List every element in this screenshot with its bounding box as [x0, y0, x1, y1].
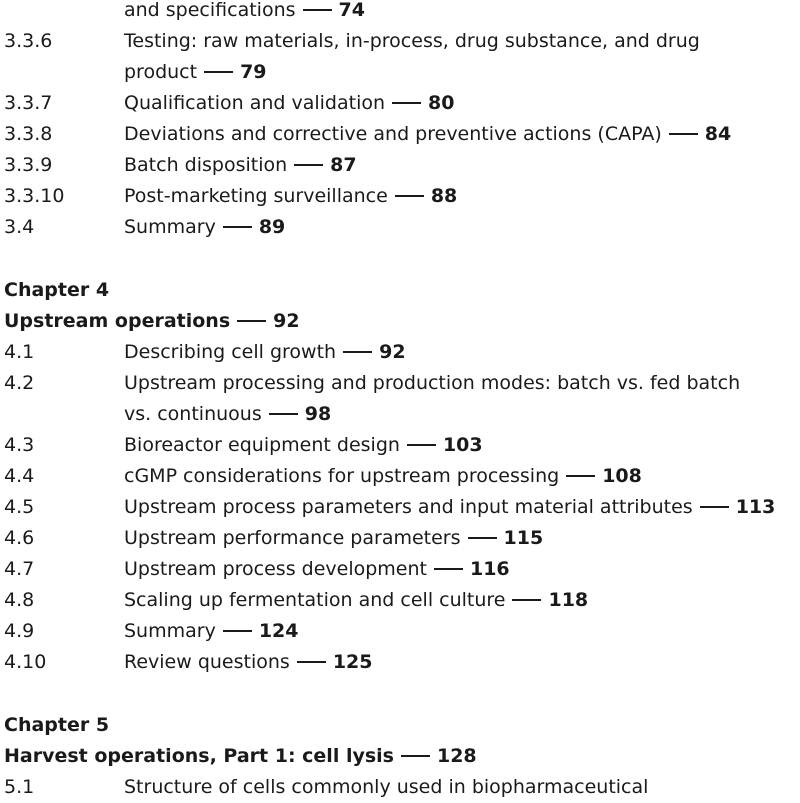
section-title: [124, 119, 800, 150]
chapter-title: [4, 306, 800, 337]
leader-dash: [395, 195, 424, 197]
toc-entry: [4, 585, 800, 616]
section-title-text: Summary: [124, 216, 216, 238]
leader-dash: [512, 599, 541, 601]
section-number: 3.3.7: [4, 92, 53, 114]
section-title: [124, 647, 800, 678]
toc-entry: [4, 26, 800, 88]
section-number: 4.4: [4, 465, 35, 487]
table-of-contents: [4, 0, 800, 803]
page-number: 115: [503, 527, 544, 549]
page-number: 89: [258, 216, 286, 238]
section-title-text: Upstream processing and production modes: batch vs. fed batch: [124, 372, 741, 394]
section-title: [124, 212, 800, 243]
section-title-text: Summary: [124, 620, 216, 642]
section-title: [124, 337, 800, 368]
leader-dash: [223, 226, 252, 228]
page-number: 84: [704, 123, 732, 145]
section-title-continued: vs. continuous: [124, 403, 262, 425]
section-title-text: Qualification and validation: [124, 92, 386, 114]
toc-entry: [4, 616, 800, 647]
toc-entry: [4, 337, 800, 368]
toc-entry: [4, 430, 800, 461]
page-number: 87: [330, 154, 357, 176]
leader-dash: [700, 506, 729, 508]
leader-dash: [303, 9, 332, 11]
toc-entry: [4, 492, 800, 523]
leader-dash: [468, 537, 497, 539]
toc-entry: [4, 119, 800, 150]
section-title: [124, 430, 800, 461]
section-title-continued: product: [124, 61, 198, 83]
section-title-text: Scaling up fermentation and cell culture: [124, 589, 506, 611]
section-title: [124, 88, 800, 119]
section-number: 4.6: [4, 527, 35, 549]
section-title-text: and specifications: [124, 0, 296, 21]
chapter-label: Chapter 5: [4, 714, 110, 736]
section-title: [124, 26, 800, 88]
section-title-text: Structure of cells commonly used in biopharmaceutical: [124, 776, 649, 798]
toc-entry: [4, 554, 800, 585]
section-title: [124, 616, 800, 647]
section-title-text: cGMP considerations for upstream processing: [124, 465, 560, 487]
section-title-text: Testing: raw materials, in-process, drug substance, and drug: [124, 30, 700, 52]
page-number: 92: [273, 310, 300, 332]
chapter-title: [4, 741, 800, 772]
section-number: 4.1: [4, 341, 35, 363]
section-title: [124, 368, 800, 430]
leader-dash: [401, 755, 430, 757]
page-number: 103: [442, 434, 483, 456]
section-title-text: Upstream process development: [124, 558, 427, 580]
page-number: 92: [379, 341, 406, 363]
leader-dash: [392, 102, 421, 104]
leader-dash: [294, 164, 323, 166]
section-title: [124, 772, 800, 803]
section-title: [124, 461, 800, 492]
section-title-text: Batch disposition: [124, 154, 288, 176]
leader-dash: [343, 351, 372, 353]
toc-entry: [4, 0, 800, 26]
section-number: 5.1: [4, 776, 35, 798]
page-number: 124: [258, 620, 299, 642]
section-title-text: Upstream performance parameters: [124, 527, 461, 549]
page-number: 80: [428, 92, 455, 114]
section-title: [124, 523, 800, 554]
section-title-text: Describing cell growth: [124, 341, 337, 363]
toc-entry: [4, 88, 800, 119]
section-title-text: Post-marketing surveillance: [124, 185, 388, 207]
section-title-text: Deviations and corrective and preventive actions (CAPA): [124, 123, 662, 145]
leader-dash: [223, 630, 252, 632]
leader-dash: [669, 133, 698, 135]
chapter-label: Chapter 4: [4, 279, 110, 301]
section-number: 4.10: [4, 651, 47, 673]
leader-dash: [297, 661, 326, 663]
page-number: 116: [469, 558, 510, 580]
page-number: 79: [240, 61, 267, 83]
leader-dash: [237, 320, 266, 322]
leader-dash: [566, 475, 595, 477]
leader-dash: [269, 413, 298, 415]
leader-dash: [434, 568, 463, 570]
section-number: 3.3.10: [4, 185, 65, 207]
chapter-title-text: Upstream operations: [4, 310, 231, 332]
page-number: 74: [338, 0, 365, 21]
leader-dash: [204, 71, 233, 73]
toc-entry: [4, 368, 800, 430]
page-number: 118: [548, 589, 589, 611]
section-number: 4.2: [4, 372, 35, 394]
section-number: 3.3.6: [4, 30, 53, 52]
section-number: 4.3: [4, 434, 35, 456]
toc-entry: [4, 212, 800, 243]
section-title: [124, 0, 800, 26]
section-number: 3.3.8: [4, 123, 53, 145]
section-title: [124, 492, 800, 523]
section-number: 4.8: [4, 589, 35, 611]
leader-dash: [407, 444, 436, 446]
section-title-text: Bioreactor equipment design: [124, 434, 400, 456]
toc-entry: [4, 150, 800, 181]
section-number: 4.9: [4, 620, 35, 642]
toc-entry: [4, 181, 800, 212]
section-title-text: Review questions: [124, 651, 290, 673]
page-number: 88: [430, 185, 458, 207]
section-title: [124, 150, 800, 181]
section-title-text: Upstream process parameters and input material attributes: [124, 496, 693, 518]
page-number: 108: [602, 465, 642, 487]
page-number: 113: [735, 496, 776, 518]
section-number: 4.7: [4, 558, 35, 580]
toc-entry: [4, 523, 800, 554]
section-number: 3.3.9: [4, 154, 53, 176]
toc-entry: [4, 772, 800, 803]
toc-entry: [4, 461, 800, 492]
toc-entry: [4, 647, 800, 678]
section-number: 3.4: [4, 216, 35, 238]
chapter-title-text: Harvest operations, Part 1: cell lysis: [4, 745, 394, 767]
section-title: [124, 585, 800, 616]
section-title: [124, 554, 800, 585]
section-number: 4.5: [4, 496, 35, 518]
section-title: [124, 181, 800, 212]
page-number: 125: [332, 651, 373, 673]
page-number: 128: [436, 745, 477, 767]
page-number: 98: [304, 403, 332, 425]
